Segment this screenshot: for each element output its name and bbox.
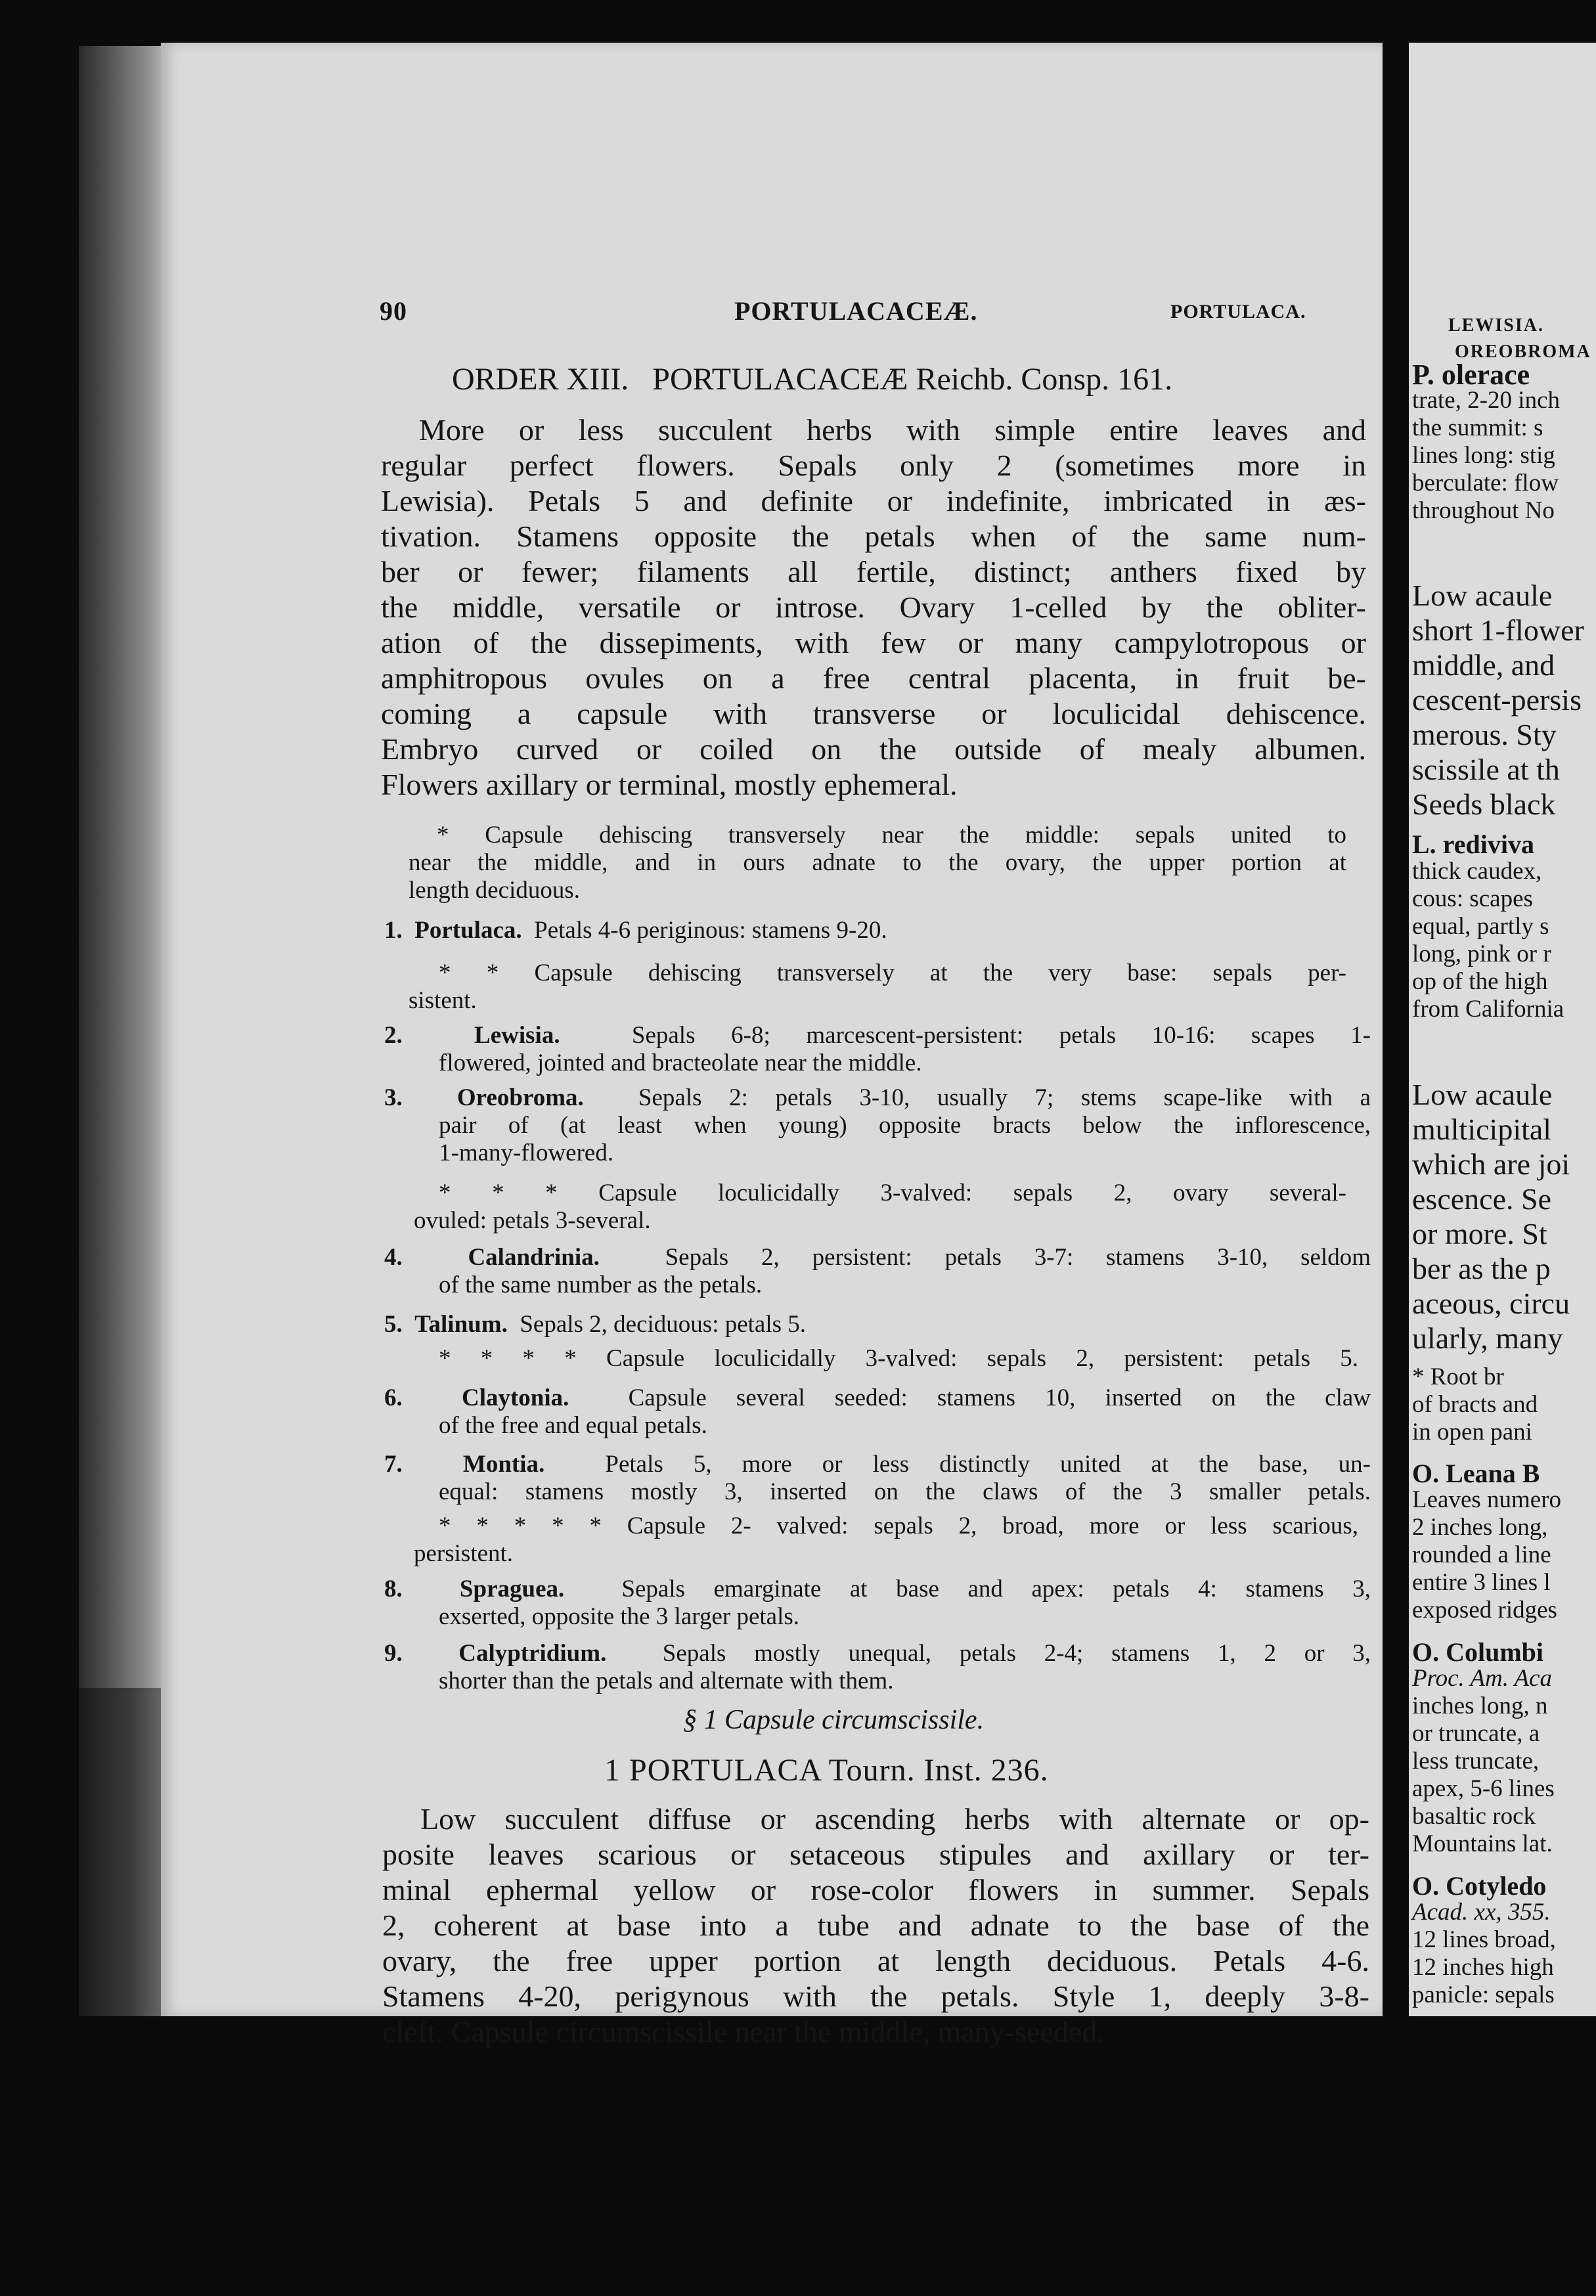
facing-text-line: Acad. xx, 355. [1412,1899,1551,1926]
facing-text-line: long, pink or r [1412,940,1551,967]
facing-text-line: ularly, many [1412,1321,1563,1355]
genus-description-line: ovary, the free upper portion at length deciduous. Petals 4-6. [382,1944,1369,1977]
order-title: ORDER XIII. PORTULACACEÆ Reichb. Consp. 161. [452,362,1173,397]
description-line: tivation. Stamens opposite the petals when of the same num- [381,519,1366,553]
genus-description-line: Stamens 4-20, perigynous with the petals. Style 1, deeply 3-8- [382,1979,1369,2013]
key-entry-continuation: of the same number as the petals. [439,1271,763,1298]
description-line: amphitropous ovules on a free central placenta, in fruit be- [381,661,1366,695]
key-entry-talinum: 5. Talinum. Sepals 2, deciduous: petals 5. [384,1311,807,1338]
facing-text-line: Proc. Am. Aca [1412,1665,1553,1692]
facing-text-line: the summit: s [1412,414,1543,441]
page-number: 90 [380,296,407,326]
facing-text-line: equal, partly s [1412,913,1549,940]
key-entry-portulaca: 1. Portulaca. Petals 4-6 periginous: stamens 9-20. [384,917,887,944]
facing-text-line: cous: scapes [1412,885,1533,912]
description-line: ation of the dissepiments, with few or many campylotropous or [381,626,1366,659]
key-entry-continuation: 1-many-flowered. [439,1139,614,1166]
facing-text-line: * Root br [1412,1363,1504,1390]
facing-text-line: escence. Se [1412,1182,1551,1216]
facing-text-line: aceous, circu [1412,1287,1570,1320]
key-group-heading: ovuled: petals 3-several. [414,1207,651,1234]
facing-text-line: L. rediviva [1412,829,1534,859]
description-line: Embryo curved or coiled on the outside of mealy albumen. [381,732,1366,766]
key-group-heading: * * Capsule dehiscing transversely at the very base: sepals per- [439,960,1346,986]
facing-text-line: ber as the p [1412,1252,1551,1285]
facing-text-line: from California [1412,996,1564,1023]
facing-text-line: multicipital [1412,1113,1552,1146]
facing-text-line: O. Leana B [1412,1459,1540,1488]
key-entry-oreobroma: 3. Oreobroma. Sepals 2: petals 3-10, usually 7; stems scape-like with a [384,1084,1371,1111]
key-group-heading: length deciduous. [409,877,581,904]
key-group-heading: sistent. [409,987,477,1014]
facing-text-line: cescent-persis [1412,683,1582,717]
facing-text-line: inches long, n [1412,1692,1548,1719]
key-entry-continuation: of the free and equal petals. [439,1412,707,1439]
facing-text-line: or more. St [1412,1217,1547,1250]
facing-text-line: O. Cotyledo [1412,1871,1547,1901]
facing-text-line: Leaves numero [1412,1486,1562,1513]
genus-heading: 1 PORTULACA Tourn. Inst. 236. [604,1753,1049,1788]
facing-text-line: middle, and [1412,648,1555,682]
facing-text-line: trate, 2-20 inch [1412,387,1560,414]
facing-text-line: exposed ridges [1412,1597,1557,1623]
facing-text-line: Mountains lat. [1412,1830,1553,1857]
genus-description-line: Low succulent diffuse or ascending herbs with alternate or op- [420,1802,1369,1836]
facing-text-line: O. Columbi [1412,1637,1544,1667]
facing-text-line: basaltic rock [1412,1803,1536,1830]
key-entry-continuation: equal: stamens mostly 3, inserted on the claws of the 3 smaller petals. [439,1478,1371,1505]
facing-text-line: 2 inches long, [1412,1514,1548,1541]
facing-text-line: entire 3 lines l [1412,1569,1551,1596]
key-entry-lewisia: 2. Lewisia. Sepals 6-8; marcescent-persistent: petals 10-16: scapes 1- [384,1022,1371,1049]
description-line: regular perfect flowers. Sepals only 2 (sometimes more in [381,449,1366,482]
key-entry-claytonia: 6. Claytonia. Capsule several seeded: stamens 10, inserted on the claw [384,1384,1371,1411]
facing-text-line: less truncate, [1412,1748,1540,1775]
key-entry-continuation: pair of (at least when young) opposite bracts below the inflorescence, [439,1112,1371,1139]
key-entry-spraguea: 8. Spraguea. Sepals emarginate at base and apex: petals 4: stamens 3, [384,1576,1371,1602]
key-group-heading: * * * Capsule loculicidally 3-valved: sepals 2, ovary several- [439,1180,1346,1206]
key-group-heading: near the middle, and in ours adnate to the ovary, the upper portion at [409,849,1346,876]
genus-description-line: cleft. Capsule circumscissile near the middle, many-seeded. [382,2015,1105,2048]
facing-text-line: Low acaule [1412,579,1553,612]
genus-description-line: 2, coherent at base into a tube and adnate to the base of the [382,1909,1369,1942]
facing-text-line: rounded a line [1412,1541,1551,1568]
facing-text-line: berculate: flow [1412,470,1559,497]
key-entry-continuation: flowered, jointed and bracteolate near the middle. [439,1049,922,1076]
facing-text-line: which are joi [1412,1147,1570,1181]
description-line: coming a capsule with transverse or loculicidal dehiscence. [381,697,1366,730]
facing-text-line: apex, 5-6 lines [1412,1775,1555,1802]
key-entry-continuation: shorter than the petals and alternate with them. [439,1667,894,1694]
facing-text-line: 12 lines broad, [1412,1926,1556,1953]
key-group-heading: * Capsule dehiscing transversely near the middle: sepals united to [437,822,1346,849]
facing-text-line: panicle: sepals [1412,1981,1555,2008]
running-genus: PORTULACA. [1170,301,1306,322]
key-group-heading: * * * * Capsule loculicidally 3-valved: sepals 2, persistent: petals 5. [439,1345,1358,1372]
facing-text-line: or truncate, a [1412,1720,1540,1747]
key-entry-calandrinia: 4. Calandrinia. Sepals 2, persistent: petals 3-7: stamens 3-10, seldom [384,1244,1371,1271]
key-entry-continuation: exserted, opposite the 3 larger petals. [439,1603,800,1630]
description-line: ber or fewer; filaments all fertile, distinct; anthers fixed by [381,555,1366,588]
genus-description-line: minal ephermal yellow or rose-color flowers in summer. Sepals [382,1873,1369,1907]
facing-text-line: 12 inches high [1412,1954,1554,1981]
facing-text-line: in open pani [1412,1419,1532,1446]
facing-text-line: thick caudex, [1412,858,1542,885]
key-group-heading: persistent. [414,1540,514,1567]
book-spine-shadow [79,46,164,1688]
facing-text-line: scissile at th [1412,753,1560,786]
key-entry-calyptridium: 9. Calyptridium. Sepals mostly unequal, petals 2-4; stamens 1, 2 or 3, [384,1640,1371,1667]
key-group-heading: * * * * * Capsule 2- valved: sepals 2, broad, more or less scarious, [439,1512,1358,1539]
description-line: Flowers axillary or terminal, mostly ephemeral. [381,768,958,801]
description-line: the middle, versatile or introse. Ovary 1-celled by the obliter- [381,590,1366,624]
facing-text-line: merous. Sty [1412,718,1557,751]
description-line: More or less succulent herbs with simple entire leaves and [419,413,1366,447]
key-entry-montia: 7. Montia. Petals 5, more or less distinctly united at the base, un- [384,1451,1371,1478]
facing-text-line: Low acaule [1412,1078,1553,1111]
running-title: PORTULACACEÆ. [734,296,978,326]
facing-header: OREOBROMA [1455,342,1591,362]
facing-text-line: short 1-flower [1412,613,1584,647]
facing-text-line: P. olerace [1412,359,1530,391]
facing-page [1409,43,1596,2016]
facing-text-line: throughout No [1412,497,1555,524]
facing-text-line: Seeds black [1412,787,1556,821]
genus-description-line: posite leaves scarious or setaceous stipules and axillary or ter- [382,1838,1369,1871]
book-spine-shadow-lower [79,1688,164,2016]
facing-text-line: lines long: stig [1412,442,1555,469]
facing-text-line: of bracts and [1412,1391,1538,1418]
facing-text-line: op of the high [1412,968,1548,995]
section-heading: § 1 Capsule circumscissile. [683,1705,985,1735]
description-line: Lewisia). Petals 5 and definite or indefinite, imbricated in æs- [381,484,1366,518]
facing-header: LEWISIA. [1448,315,1544,336]
